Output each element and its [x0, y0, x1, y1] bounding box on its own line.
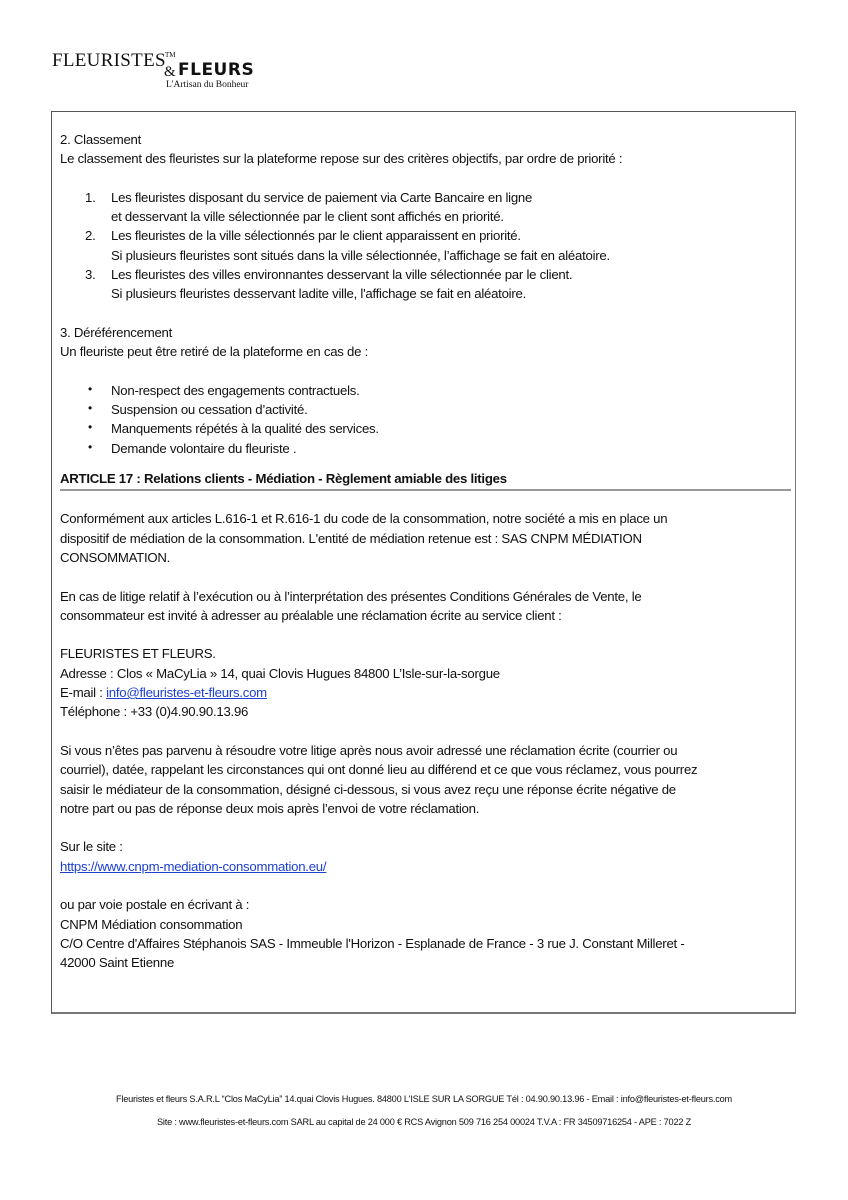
list-item	[60, 226, 795, 265]
bullet-icon: •	[88, 439, 92, 454]
ranking-list	[60, 188, 795, 304]
list-item	[60, 439, 795, 458]
list-number: 1.	[85, 189, 96, 205]
paragraph-line: En cas de litige relatif à l’exécution ou à l’interprétation des présentes Conditions Générales de Vente, le	[60, 588, 642, 604]
paragraph-line: dispositif de médiation de la consommation. L'entité de médiation retenue est : SAS CNPM MÉDIATION	[60, 530, 642, 546]
site-label: Sur le site :	[60, 839, 123, 855]
bullet-icon: •	[88, 420, 92, 435]
list-number: 2.	[85, 228, 96, 244]
email-line	[60, 683, 795, 702]
email-label: E-mail :	[60, 685, 107, 701]
section-classement	[60, 130, 795, 304]
list-item-line: Les fleuristes de la ville sélectionnés par le client apparaissent en priorité.	[111, 228, 521, 244]
list-item-text: Manquements répétés à la qualité des services.	[111, 421, 379, 437]
list-item	[60, 381, 795, 400]
paragraph-line: saisir le médiateur de la consommation, désigné ci-dessous, si vous avez reçu une réponse écrite négative de	[60, 781, 676, 797]
article-heading: ARTICLE 17 : Relations clients - Médiation - Règlement amiable des litiges	[60, 471, 507, 487]
footer-line-2: Site : www.fleuristes-et-fleurs.com SARL au capital de 24 000 € RCS Avignon 509 716 254 00024 T.V.A : FR 34509716254 - APE : 7022 Z	[156, 1117, 692, 1127]
document-content	[60, 130, 795, 972]
company-logo	[52, 50, 262, 92]
bullet-icon: •	[88, 401, 92, 416]
mediation-site-link[interactable]: https://www.cnpm-mediation-consommation.eu/	[60, 858, 327, 874]
list-item	[60, 265, 795, 304]
logo-brand-line: FLEURISTES	[52, 50, 166, 71]
list-item	[60, 400, 795, 419]
list-item-line: Les fleuristes des villes environnantes desservant la ville sélectionnée par le client.	[111, 267, 573, 283]
section-title: 2. Classement	[60, 132, 142, 147]
list-number: 3.	[85, 267, 96, 283]
list-item-text: Suspension ou cessation d’activité.	[111, 402, 308, 418]
section-dereferencement	[60, 323, 795, 458]
footer-line-1: Fleuristes et fleurs S.A.R.L “Clos MaCyLia” 14.quai Clovis Hugues. 84800 L'ISLE SUR LA SORGUE Tél : 04.90.90.13.96 - Email : info@fleuristes-et-fleurs.com	[115, 1094, 733, 1104]
logo-tagline: L'Artisan du Bonheur	[166, 80, 249, 90]
email-link[interactable]: info@fleuristes-et-fleurs.com	[106, 685, 267, 701]
list-item-line: Si plusieurs fleuristes desservant ladite ville, l'affichage se fait en aléatoire.	[111, 286, 526, 302]
postal-label: ou par voie postale en écrivant à :	[60, 897, 250, 913]
phone-line: Téléphone : +33 (0)4.90.90.13.96	[60, 704, 249, 720]
bullet-icon: •	[88, 381, 92, 396]
company-address: Adresse : Clos « MaCyLia » 14, quai Clovis Hugues 84800 L’Isle-sur-la-sorgue	[60, 665, 500, 681]
paragraph-line: Conformément aux articles L.616-1 et R.616-1 du code de la consommation, notre société a mis en place un	[60, 511, 668, 527]
paragraph-line: courriel), datée, rappelant les circonstances qui ont donné lieu au différend et ce que vous réclamez, vous pourrez	[60, 762, 698, 778]
postal-name: CNPM Médiation consommation	[60, 916, 243, 932]
article-17	[60, 469, 795, 972]
list-item-line: Les fleuristes disposant du service de paiement via Carte Bancaire en ligne	[111, 189, 533, 205]
logo-trademark: TM	[165, 51, 176, 59]
list-item-line: Si plusieurs fleuristes sont situés dans la ville sélectionnée, l’affichage se fait en aléatoire.	[111, 247, 610, 263]
paragraph-line: Si vous n’êtes pas parvenu à résoudre votre litige après nous avoir adressé une réclamation écrite (courrier ou	[60, 742, 678, 758]
section-title: 3. Déréférencement	[60, 324, 173, 340]
heading-divider	[60, 489, 791, 491]
section-intro: Le classement des fleuristes sur la plateforme repose sur des critères objectifs, par ordre de priorité :	[60, 151, 623, 167]
dereferencement-list	[60, 381, 795, 458]
paragraph-line: notre part ou pas de réponse deux mois après l’envoi de votre réclamation.	[60, 800, 480, 816]
list-item	[60, 419, 795, 438]
list-item-text: Demande volontaire du fleuriste .	[111, 440, 297, 456]
logo-brand-second: FLEURS	[178, 60, 255, 80]
list-item	[60, 188, 795, 227]
list-item-line: et desservant la ville sélectionnée par le client sont affichés en priorité.	[111, 209, 504, 225]
section-intro: Un fleuriste peut être retiré de la plateforme en cas de :	[60, 344, 369, 360]
logo-ampersand: &	[164, 64, 176, 80]
postal-address: C/O Centre d'Affaires Stéphanois SAS - Immeuble l'Horizon - Esplanade de France - 3 rue J. Constant Milleret -	[60, 935, 685, 951]
postal-address: 42000 Saint Etienne	[60, 955, 175, 971]
company-name: FLEURISTES ET FLEURS.	[60, 646, 216, 662]
paragraph-line: consommateur est invité à adresser au préalable une réclamation écrite au service client :	[60, 607, 562, 623]
paragraph-line: CONSOMMATION.	[60, 549, 171, 565]
list-item-text: Non-respect des engagements contractuels.	[111, 382, 360, 398]
